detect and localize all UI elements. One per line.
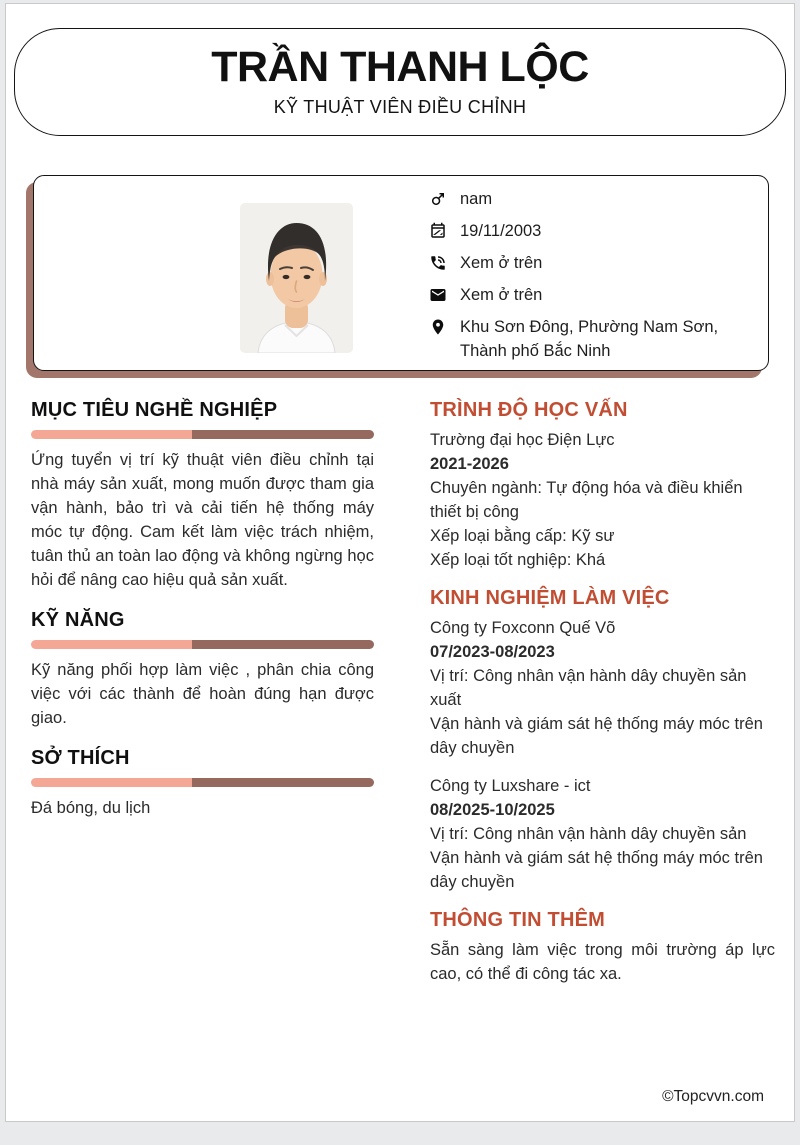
job-company: Công ty Luxshare - ict xyxy=(430,777,591,795)
site-credit: ©Topcvvn.com xyxy=(662,1088,764,1105)
hobbies-heading: SỞ THÍCH xyxy=(31,747,130,769)
objective-heading: MỤC TIÊU NGHỀ NGHIỆP xyxy=(31,399,278,421)
contact-row-gender xyxy=(429,187,750,211)
contact-row-birthday xyxy=(429,219,750,243)
job-position: Vị trí: Công nhân vận hành dây chuyền sản xuất xyxy=(430,667,747,709)
gender-value: nam xyxy=(460,190,493,208)
bar-segment-brown xyxy=(192,430,374,439)
education-heading: TRÌNH ĐỘ HỌC VẤN xyxy=(430,399,628,421)
phone-value: Xem ở trên xyxy=(460,254,543,272)
bar-segment-salmon xyxy=(31,430,192,439)
education-grade: Xếp loại tốt nghiệp: Khá xyxy=(430,551,606,569)
cv-page xyxy=(5,3,795,1122)
education-major: Chuyên ngành: Tự động hóa và điều khiển thiết bị công xyxy=(430,479,743,521)
email-icon xyxy=(429,286,447,304)
address-value: Khu Sơn Đông, Phường Nam Sơn, Thành phố Bắc Ninh xyxy=(460,318,719,360)
candidate-name: TRẦN THANH LỘC xyxy=(211,43,589,91)
section-additional-info xyxy=(430,908,775,986)
phone-icon xyxy=(429,254,447,272)
job-description: Vận hành và giám sát hệ thống máy móc trên dây chuyền xyxy=(430,849,763,891)
email-value: Xem ở trên xyxy=(460,286,543,304)
objective-text: Ứng tuyển vị trí kỹ thuật viên điều chỉnh tại nhà máy sản xuất, mong muốn được tham gia vận hành, bảo trì và cải tiến hệ thống máy móc tự động. Cam kết làm việc trách nhiệm, tuân thủ an toàn lao động và không ngừng học hỏi để nâng cao hiệu quả sản xuất. xyxy=(31,451,374,589)
bar-segment-salmon xyxy=(31,640,192,649)
contact-row-address xyxy=(429,315,750,363)
bar-segment-brown xyxy=(192,778,374,787)
profile-photo xyxy=(240,203,353,353)
candidate-job-title: KỸ THUẬT VIÊN ĐIỀU CHỈNH xyxy=(273,97,527,117)
name-banner xyxy=(14,28,786,136)
section-divider-bar xyxy=(31,640,374,649)
contact-list xyxy=(429,187,750,371)
contact-row-phone xyxy=(429,251,750,275)
job-entry xyxy=(430,616,775,760)
section-experience xyxy=(430,586,775,894)
avatar xyxy=(240,203,353,353)
section-divider-bar xyxy=(31,778,374,787)
additional-info-text: Sẵn sàng làm việc trong môi trường áp lực cao, có thể đi công tác xa. xyxy=(430,941,775,983)
main-columns xyxy=(31,398,775,986)
job-company: Công ty Foxconn Quế Võ xyxy=(430,619,616,637)
education-school: Trường đại học Điện Lực xyxy=(430,431,615,449)
section-objective xyxy=(31,398,374,592)
location-icon xyxy=(429,318,447,336)
bar-segment-salmon xyxy=(31,778,192,787)
skills-heading: KỸ NĂNG xyxy=(31,609,125,631)
section-hobbies xyxy=(31,746,374,820)
birthday-value: 19/11/2003 xyxy=(460,222,542,240)
education-period: 2021-2026 xyxy=(430,455,509,473)
additional-info-heading: THÔNG TIN THÊM xyxy=(430,909,606,931)
gender-icon xyxy=(429,190,447,208)
job-period: 08/2025-10/2025 xyxy=(430,801,555,819)
calendar-icon xyxy=(429,222,447,240)
job-period: 07/2023-08/2023 xyxy=(430,643,555,661)
section-skills xyxy=(31,608,374,730)
right-column xyxy=(430,398,775,986)
job-position: Vị trí: Công nhân vận hành dây chuyền sản xyxy=(430,825,747,843)
left-column xyxy=(31,398,374,986)
skills-text: Kỹ năng phối hợp làm việc , phân chia công việc với các thành để hoàn đúng hạn được giao. xyxy=(31,661,374,727)
section-education xyxy=(430,398,775,572)
hobbies-text: Đá bóng, du lịch xyxy=(31,799,151,817)
education-degree: Xếp loại bằng cấp: Kỹ sư xyxy=(430,527,615,545)
contact-row-email xyxy=(429,283,750,307)
experience-heading: KINH NGHIỆM LÀM VIỆC xyxy=(430,587,670,609)
bar-segment-brown xyxy=(192,640,374,649)
section-divider-bar xyxy=(31,430,374,439)
job-description: Vận hành và giám sát hệ thống máy móc trên dây chuyền xyxy=(430,715,763,757)
profile-card xyxy=(33,175,769,371)
job-entry xyxy=(430,774,775,894)
